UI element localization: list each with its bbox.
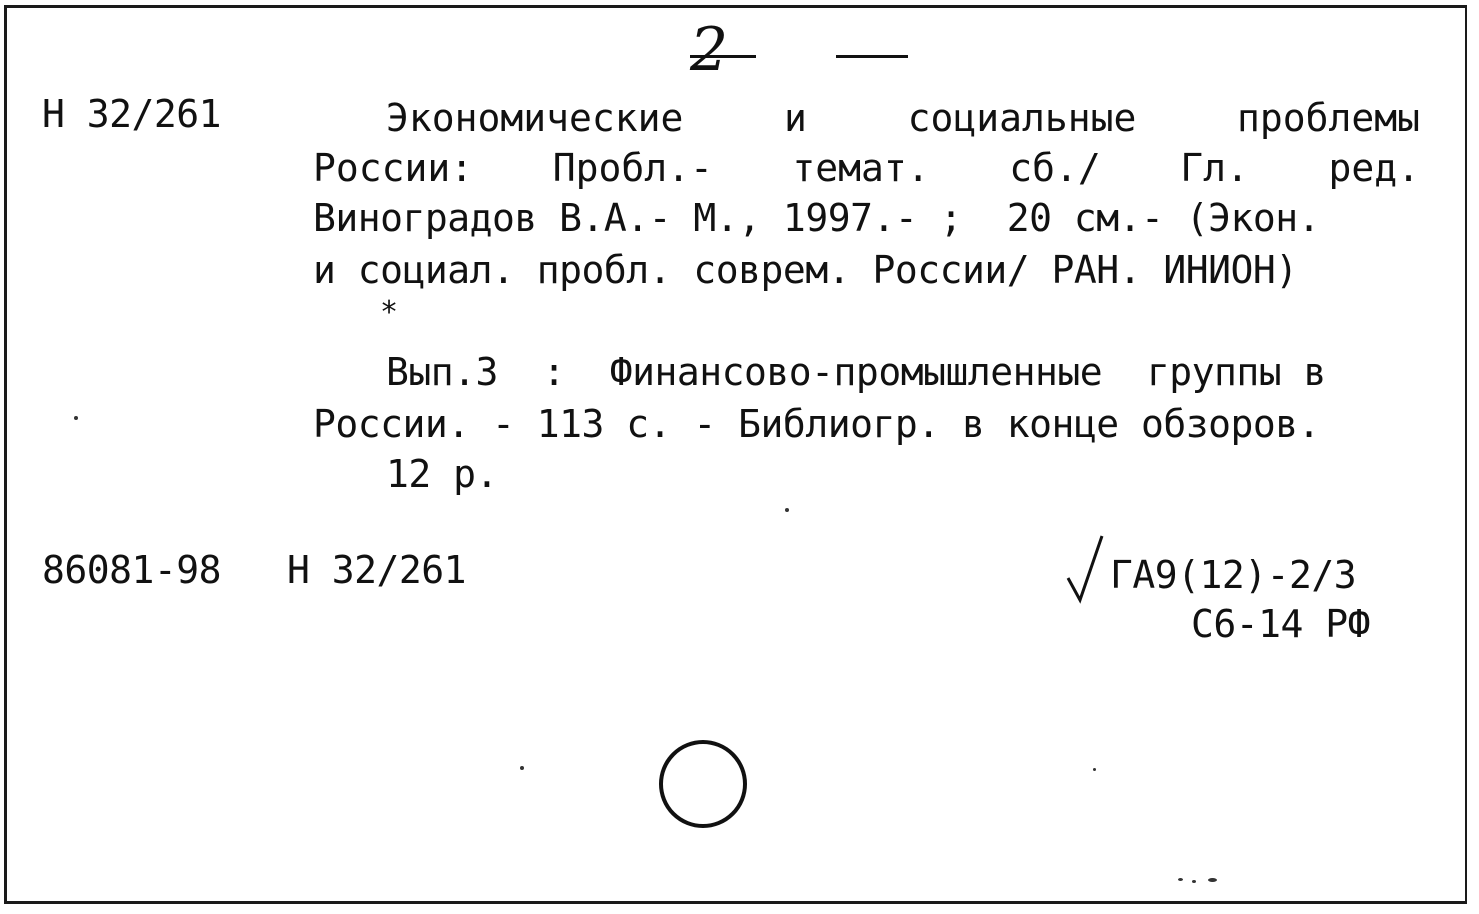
title-word: и <box>784 96 807 140</box>
asterisk-mark: * <box>380 295 399 330</box>
accession-number: 86081-98 <box>42 548 222 592</box>
classification-index: ГА9(12)-2/3 <box>1110 553 1357 597</box>
speck <box>520 766 524 770</box>
page-number-dash-right <box>836 55 908 58</box>
title-word: ред. <box>1328 146 1420 190</box>
title-word: проблемы <box>1236 96 1420 140</box>
speck <box>785 508 789 512</box>
title-word: темат. <box>792 146 930 190</box>
title-word: Пробл.- <box>552 146 713 190</box>
shelf-mark: Н 32/261 <box>42 92 222 136</box>
title-line-1 <box>386 98 1420 138</box>
issue-line-2: России. - 113 с. - Библиогр. в конце обзоров. <box>313 402 1321 446</box>
issue-line-1: Вып.3 : Финансово-промышленные группы в <box>386 350 1326 394</box>
page-number: 2 <box>690 15 729 85</box>
speck <box>1093 768 1096 771</box>
punch-hole-circle <box>659 740 747 828</box>
speck <box>74 416 78 420</box>
footer-shelf-mark: Н 32/261 <box>287 548 467 592</box>
title-word: сб./ <box>1009 146 1101 190</box>
title-line-3: Виноградов В.А.- М., 1997.- ; 20 см.- (Экон. <box>313 196 1321 240</box>
title-word: России: <box>313 146 474 190</box>
title-word: Гл. <box>1180 146 1249 190</box>
speck <box>1208 878 1217 882</box>
title-line-4: и социал. пробл. соврем. России/ РАН. ИНИОН) <box>313 248 1298 292</box>
title-word: Экономические <box>386 96 684 140</box>
speck <box>1178 878 1183 881</box>
title-word: социальные <box>907 96 1137 140</box>
price: 12 р. <box>386 452 498 496</box>
check-mark-icon <box>1066 532 1106 604</box>
title-line-2 <box>313 148 1420 188</box>
classification-index-secondary: С6-14 РФ <box>1191 602 1371 646</box>
speck <box>1192 880 1196 883</box>
